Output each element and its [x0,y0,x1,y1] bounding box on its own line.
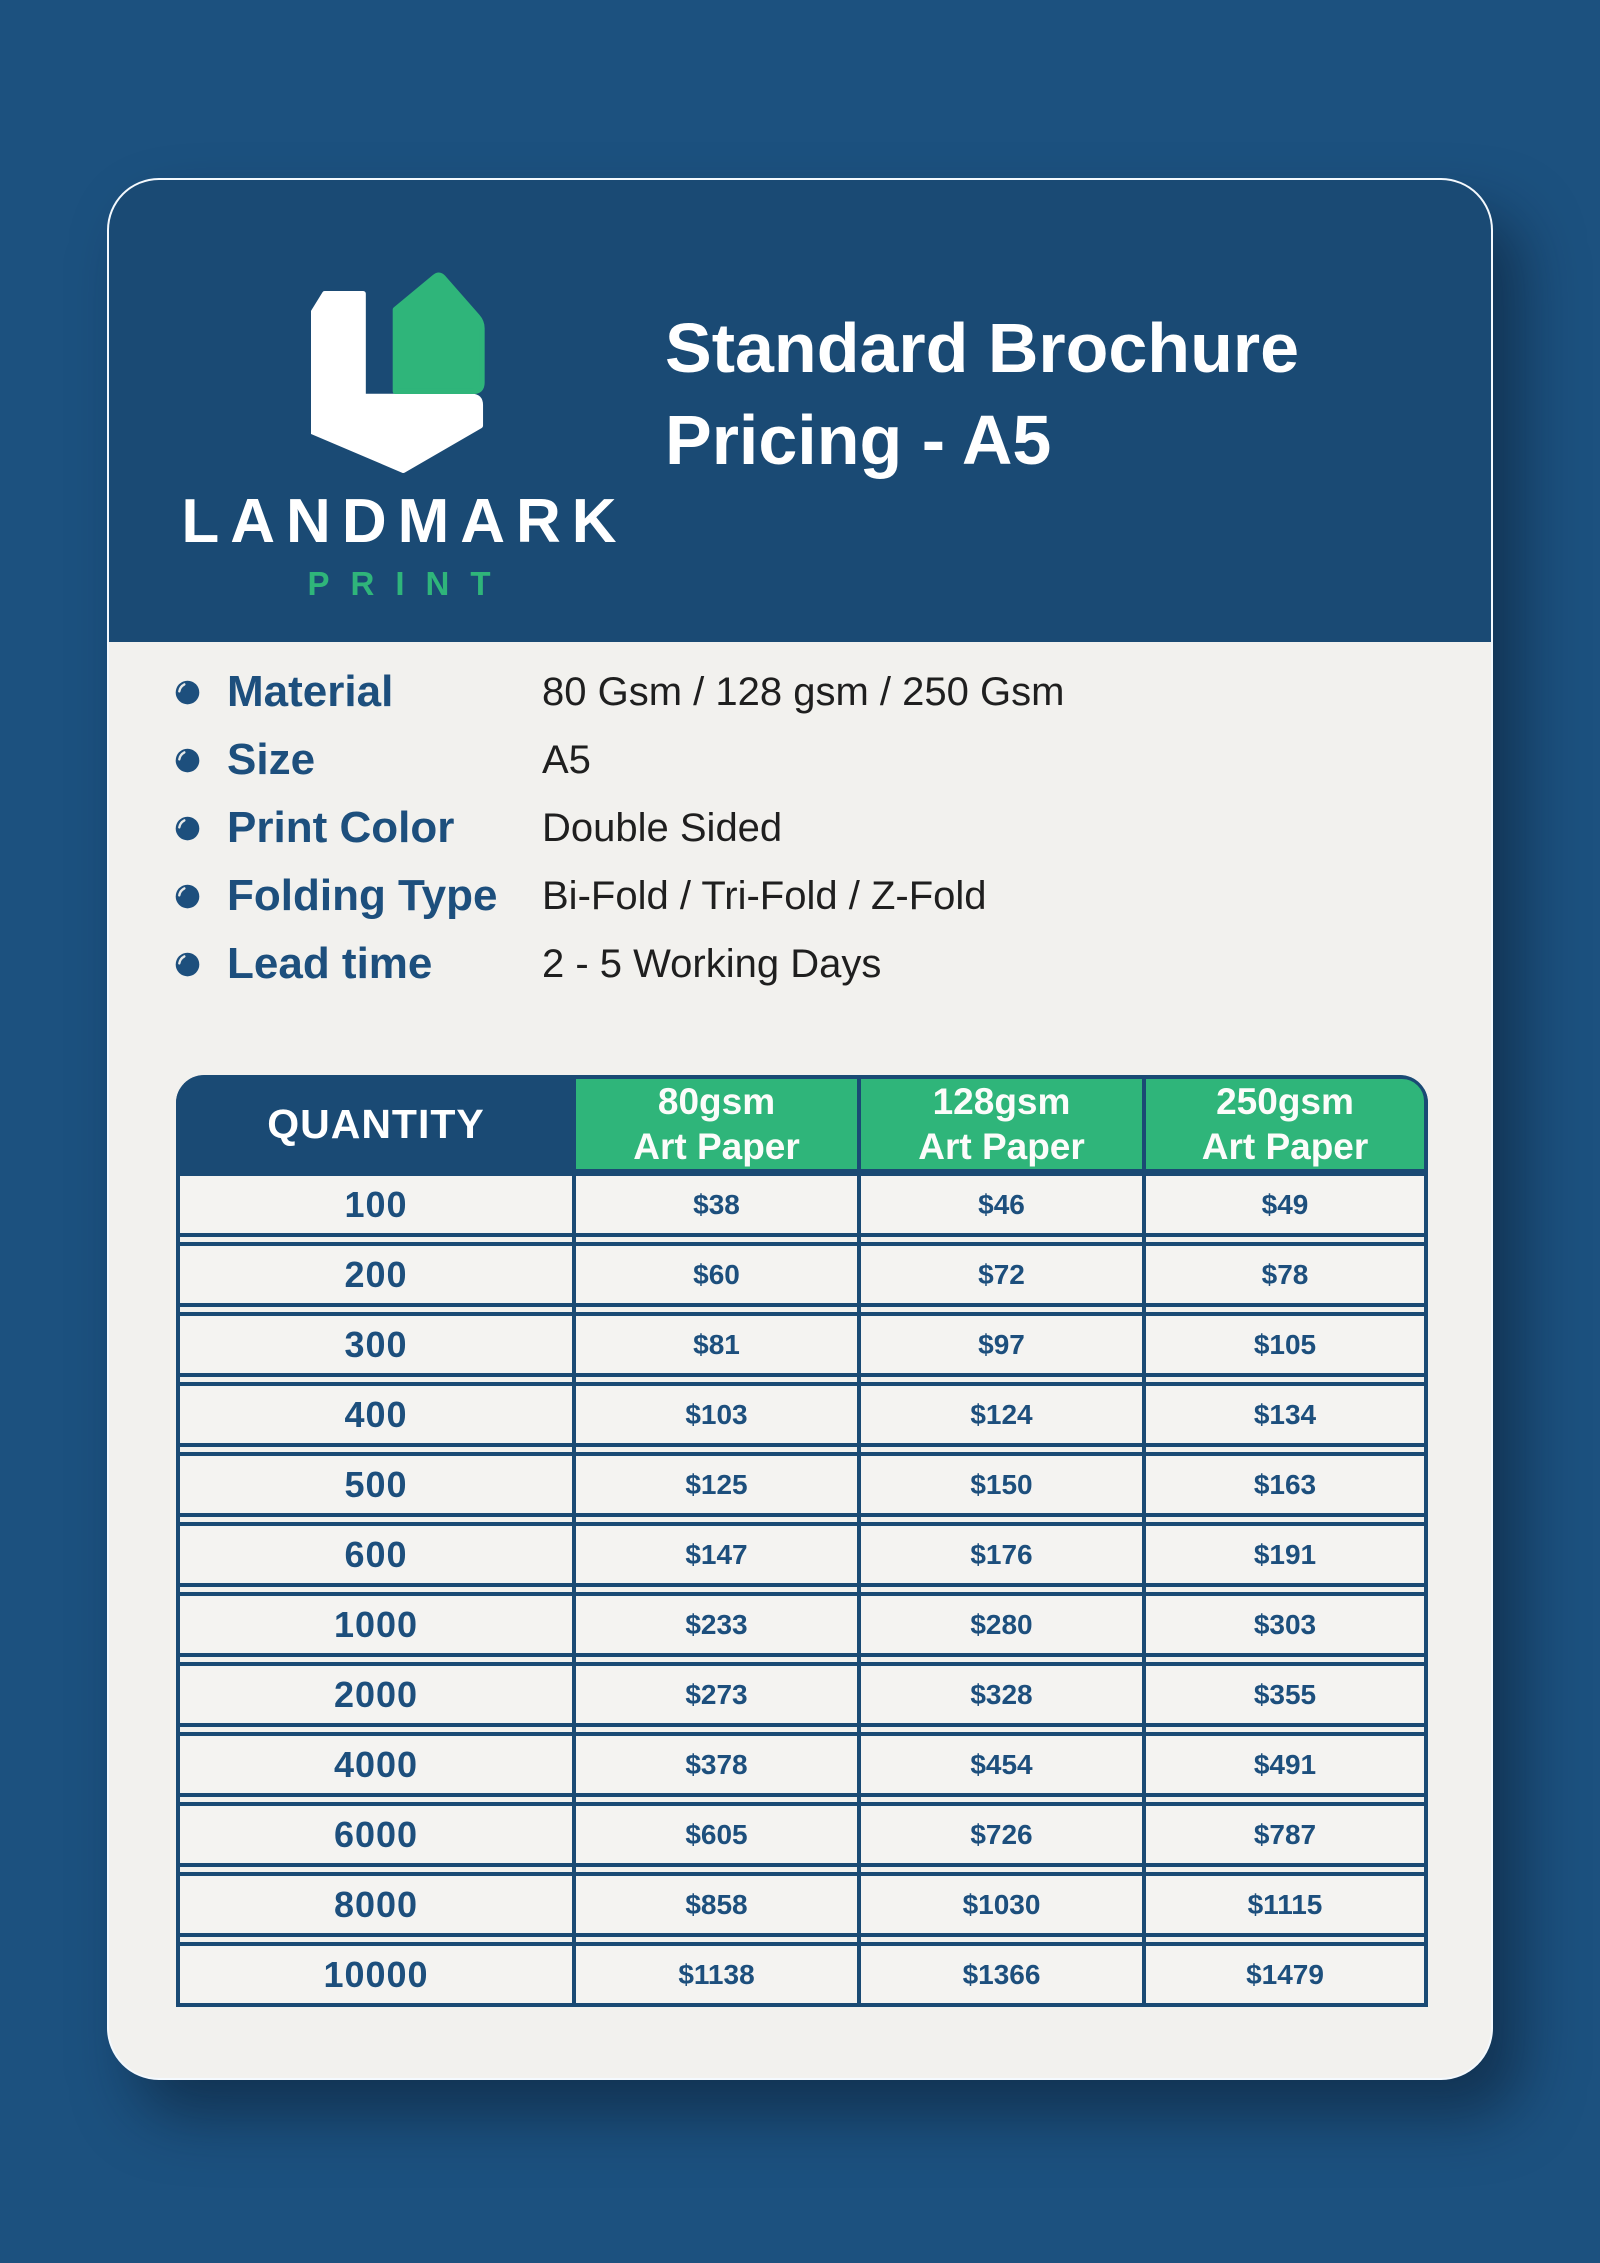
brand-block [169,270,629,603]
spec-row [174,794,1491,862]
price-cell: $1115 [1142,1872,1428,1937]
spec-value: 80 Gsm / 128 gsm / 250 Gsm [542,669,1065,714]
table-divider [857,1075,861,2007]
paper-weight-label: 80gsm [657,1081,776,1122]
spec-value: Double Sided [542,805,783,850]
sphere-bullet-icon [174,679,201,706]
price-cell: $491 [1142,1732,1428,1797]
table-row [176,1172,1428,1237]
sphere-bullet-icon [174,883,201,910]
price-cell: $1138 [572,1942,857,2007]
table-row [176,1382,1428,1447]
table-divider [176,1075,180,2007]
spec-row [174,726,1491,794]
price-cell: $147 [572,1522,857,1587]
quantity-cell: 500 [176,1452,572,1517]
quantity-cell: 4000 [176,1732,572,1797]
paper-material-label: Art Paper [633,1126,800,1167]
table-row [176,1872,1428,1937]
spec-row [174,658,1491,726]
table-row [176,1312,1428,1377]
table-header-row [176,1075,1428,1167]
table-row [176,1592,1428,1657]
page-title [665,302,1299,486]
price-cell: $60 [572,1242,857,1307]
table-row [176,1662,1428,1727]
spec-value: A5 [542,737,591,782]
quantity-cell: 100 [176,1172,572,1237]
spec-label: Lead time [227,939,433,988]
specs-section [109,642,1491,1075]
price-cell: $303 [1142,1592,1428,1657]
price-cell: $726 [857,1802,1142,1867]
price-cell: $1366 [857,1942,1142,2007]
paper-material-label: Art Paper [918,1126,1085,1167]
quantity-cell: 8000 [176,1872,572,1937]
price-cell: $328 [857,1662,1142,1727]
price-cell: $81 [572,1312,857,1377]
price-cell: $105 [1142,1312,1428,1377]
table-divider [1142,1075,1146,2007]
price-cell: $46 [857,1172,1142,1237]
table-row [176,1452,1428,1517]
price-cell: $355 [1142,1662,1428,1727]
price-cell: $191 [1142,1522,1428,1587]
page-title-line-2: Pricing - A5 [665,401,1052,479]
price-cell: $280 [857,1592,1142,1657]
quantity-cell: 200 [176,1242,572,1307]
price-cell: $72 [857,1242,1142,1307]
price-cell: $1479 [1142,1942,1428,2007]
paper-material-label: Art Paper [1201,1126,1369,1167]
spec-label: Folding Type [227,871,498,920]
price-cell: $150 [857,1452,1142,1517]
sphere-bullet-icon [174,951,201,978]
price-cell: $454 [857,1732,1142,1797]
price-cell: $125 [572,1452,857,1517]
table-row [176,1242,1428,1307]
spec-label: Print Color [227,803,455,852]
price-cell: $858 [572,1872,857,1937]
spec-value: Bi-Fold / Tri-Fold / Z-Fold [542,873,987,918]
price-cell: $787 [1142,1802,1428,1867]
quantity-cell: 10000 [176,1942,572,2007]
quantity-cell: 2000 [176,1662,572,1727]
table-body [176,1167,1428,2007]
table-row [176,1942,1428,2007]
price-cell: $1030 [857,1872,1142,1937]
quantity-cell: 1000 [176,1592,572,1657]
card-header [109,180,1491,642]
table-row [176,1732,1428,1797]
table-row [176,1802,1428,1867]
quantity-cell: 400 [176,1382,572,1447]
table-divider [1424,1075,1428,2007]
spec-label: Material [227,667,394,716]
price-cell: $605 [572,1802,857,1867]
quantity-cell: 6000 [176,1802,572,1867]
price-cell: $97 [857,1312,1142,1377]
paper-weight-label: 128gsm [932,1081,1071,1122]
price-cell: $233 [572,1592,857,1657]
page-title-line-1: Standard Brochure [665,309,1299,387]
price-cell: $163 [1142,1452,1428,1517]
paper-column-header [857,1075,1142,1173]
spec-row [174,862,1491,930]
paper-column-header [1142,1075,1428,1173]
brand-subtitle: PRINT [307,565,512,602]
sphere-bullet-icon [174,815,201,842]
price-cell: $78 [1142,1242,1428,1307]
brand-name: LANDMARK [181,487,628,556]
price-cell: $103 [572,1382,857,1447]
landmark-logo [311,270,488,474]
spec-value: 2 - 5 Working Days [542,941,882,986]
price-cell: $38 [572,1172,857,1237]
price-cell: $176 [857,1522,1142,1587]
pricing-card [107,178,1493,2080]
spec-label: Size [227,735,316,784]
price-cell: $49 [1142,1172,1428,1237]
quantity-cell: 300 [176,1312,572,1377]
paper-weight-label: 250gsm [1216,1081,1354,1122]
quantity-header-cell: QUANTITY [176,1075,572,1173]
price-table [176,1075,1428,2007]
price-cell: $273 [572,1662,857,1727]
spec-row [174,930,1491,998]
quantity-cell: 600 [176,1522,572,1587]
paper-column-header [572,1075,857,1173]
table-divider [572,1075,576,2007]
price-cell: $124 [857,1382,1142,1447]
price-cell: $134 [1142,1382,1428,1447]
price-cell: $378 [572,1732,857,1797]
sphere-bullet-icon [174,747,201,774]
table-row [176,1522,1428,1587]
